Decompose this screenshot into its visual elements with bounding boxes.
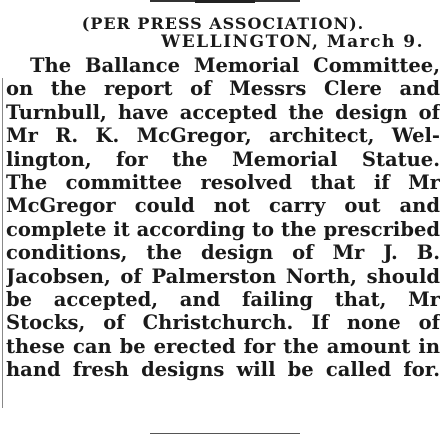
article-line: Turnbull, have accepted the design of <box>6 100 440 124</box>
article-line: these can be erected for the amount in <box>6 334 440 358</box>
article-line: lington, for the Memorial Statue. <box>6 147 440 171</box>
article-line: hand fresh designs will be called for. <box>6 358 440 382</box>
column-margin-rule <box>2 78 3 408</box>
article-line: complete it according to the prescribed <box>6 217 440 241</box>
bottom-rule <box>150 433 300 434</box>
dateline: WELLINGTON, March 9. <box>161 32 424 52</box>
article-line: The Ballance Memorial Committee, <box>30 54 440 77</box>
article-line: conditions, the design of Mr J. B. <box>6 241 440 265</box>
article-line: The committee resolved that if Mr <box>6 170 440 194</box>
article-line: Jacobsen, of Palmerston North, should <box>6 264 440 288</box>
article-line: Mr R. K. McGregor, architect, Wel- <box>6 124 440 148</box>
article-line: on the report of Messrs Clere and <box>6 77 440 101</box>
article-line: be accepted, and failing that, Mr <box>6 287 440 311</box>
top-rule-ornament <box>195 0 255 3</box>
article-line: Stocks, of Christchurch. If none of <box>6 311 440 335</box>
article-body <box>6 54 440 381</box>
article-line: McGregor could not carry out and <box>6 194 440 218</box>
press-credit: (PER PRESS ASSOCIATION). <box>81 14 365 33</box>
